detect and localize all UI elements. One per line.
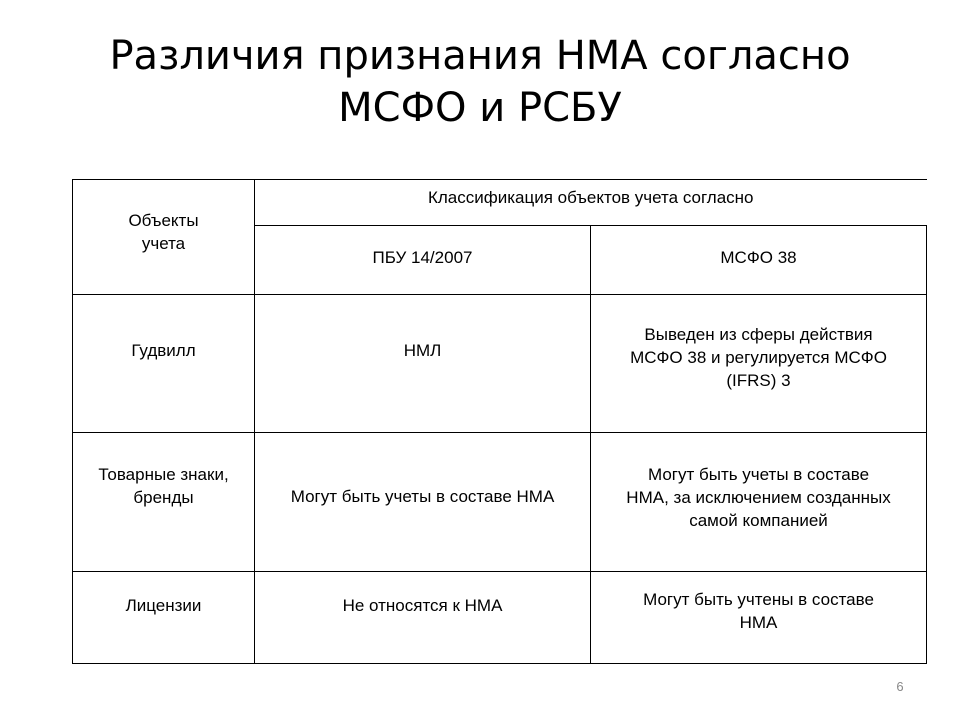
cell-line: бренды — [133, 488, 194, 507]
cell-line: Могут быть учеты в составе НМА — [290, 487, 555, 506]
header-classification-cell: Классификация объектов учета согласно — [255, 180, 927, 226]
header-objects-line-1: Объекты — [128, 211, 199, 230]
cell-line: (IFRS) 3 — [726, 371, 791, 390]
cell-line: Могут быть учеты в составе — [647, 465, 870, 484]
cell-line: Могут быть учтены в составе — [643, 589, 874, 609]
cell-line: НМЛ — [403, 341, 442, 360]
row-goodwill-object — [73, 295, 255, 433]
table-row-licenses — [73, 572, 927, 664]
row-licenses-msfo — [591, 572, 927, 664]
cell-line: Товарные знаки, — [98, 465, 229, 484]
header-objects-line-2: учета — [141, 234, 186, 253]
row-licenses-pbu — [255, 572, 591, 664]
cell-line: МСФО 38 и регулируется МСФО — [630, 348, 887, 367]
header-objects-cell — [73, 180, 255, 295]
cell-line: самой компанией — [689, 511, 828, 530]
header-msfo-cell: МСФО 38 — [591, 226, 927, 295]
table-row-goodwill — [73, 295, 927, 433]
page-number: 6 — [896, 679, 904, 694]
comparison-table — [72, 179, 927, 664]
slide-title-line-2: МСФО и РСБУ — [338, 85, 622, 131]
row-trademarks-object — [73, 433, 255, 572]
row-goodwill-msfo — [591, 295, 927, 433]
slide-title-line-1: Различия признания НМА согласно — [109, 33, 851, 79]
row-trademarks-msfo — [591, 433, 927, 572]
slide-title — [40, 30, 920, 134]
table-header-row — [73, 180, 927, 226]
row-trademarks-pbu — [255, 433, 591, 572]
cell-line: Выведен из сферы действия — [644, 325, 873, 344]
cell-line: НМА, за исключением созданных — [626, 488, 891, 507]
row-goodwill-pbu — [255, 295, 591, 433]
cell-line: Гудвилл — [131, 341, 196, 360]
cell-line: НМА — [739, 612, 778, 632]
header-pbu-cell: ПБУ 14/2007 — [255, 226, 591, 295]
row-licenses-object — [73, 572, 255, 664]
cell-line: Не относятся к НМА — [342, 596, 503, 615]
cell-line: Лицензии — [125, 596, 202, 615]
table-row-trademarks — [73, 433, 927, 572]
